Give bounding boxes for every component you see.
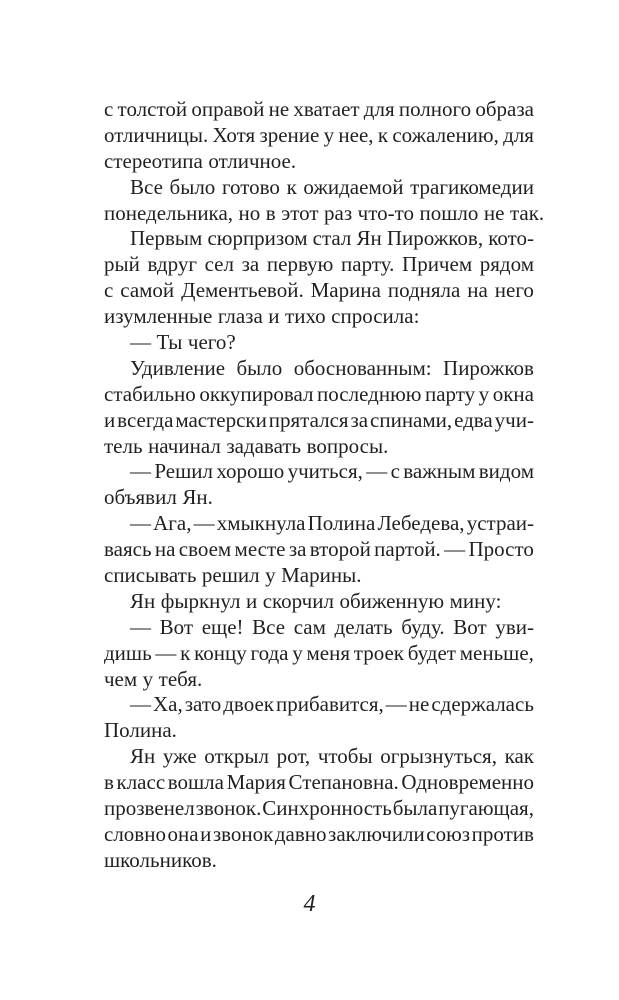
text-line: школьников. xyxy=(104,847,217,872)
text-line: объявил Ян. xyxy=(104,485,213,510)
body-text xyxy=(104,97,545,874)
text-line: — Ха, зато двоек прибавится, — не сдержалась xyxy=(130,692,534,717)
text-line: стереотипа отличное. xyxy=(104,148,297,173)
text-line: списывать решил у Марины. xyxy=(104,563,362,588)
text-line: — Вот еще! Все сам делать буду. Вот уви- xyxy=(130,614,534,639)
page-number: 4 xyxy=(303,891,316,917)
text-line: дишь — к концу года у меня троек будет меньше, xyxy=(104,640,534,665)
paragraph xyxy=(104,459,534,511)
paragraph xyxy=(104,589,534,615)
paragraph xyxy=(104,174,545,227)
text-line: с самой Дементьевой. Марина подняла на него xyxy=(104,278,534,303)
paragraph xyxy=(104,330,534,356)
text-line: Удивление было обоснованным: Пирожков xyxy=(130,355,534,380)
paragraph xyxy=(104,511,534,589)
text-line: словно она и звонок давно заключили союз против xyxy=(104,821,534,846)
text-line: понедельника, но в этот раз что-то пошло не так. xyxy=(104,200,545,225)
paragraph xyxy=(104,692,534,744)
text-line: Полина. xyxy=(104,718,177,743)
text-line: в класс вошла Мария Степановна. Одновременно xyxy=(104,770,534,795)
text-line: стабильно оккупировал последнюю парту у окна xyxy=(104,381,534,406)
text-line: и всегда мастерски прятался за спинами, едва учи- xyxy=(104,407,534,432)
text-line: Ян фыркнул и скорчил обиженную мину: xyxy=(130,588,502,613)
paragraph xyxy=(104,744,534,873)
text-line: Первым сюрпризом стал Ян Пирожков, кото- xyxy=(130,226,534,251)
text-line: с толстой оправой не хватает для полного образа xyxy=(104,97,534,121)
text-line: чем у тебя. xyxy=(104,666,203,691)
paragraph xyxy=(104,226,534,330)
text-line: — Ага, — хмыкнула Полина Лебедева, устраи- xyxy=(130,511,534,536)
text-line: рый вдруг сел за первую парту. Причем рядом xyxy=(104,252,534,277)
paragraph xyxy=(104,615,534,693)
paragraph xyxy=(104,97,534,175)
text-line: изумленные глаза и тихо спросила: xyxy=(104,304,420,329)
paragraph xyxy=(104,356,534,460)
text-line: ваясь на своем месте за второй партой. — Просто xyxy=(104,537,534,562)
text-line: Все было готово к ожидаемой трагикомедии xyxy=(130,174,534,199)
text-line: отличницы. Хотя зрение у нее, к сожалению, для xyxy=(104,122,534,147)
text-line: тель начинал задавать вопросы. xyxy=(104,433,389,458)
text-line: — Решил хорошо учиться, — с важным видом xyxy=(130,459,534,484)
text-line: прозвенел звонок. Синхронность была пугающая, xyxy=(104,796,534,821)
text-line: — Ты чего? xyxy=(130,330,236,355)
text-line: Ян уже открыл рот, чтобы огрызнуться, как xyxy=(130,744,534,769)
